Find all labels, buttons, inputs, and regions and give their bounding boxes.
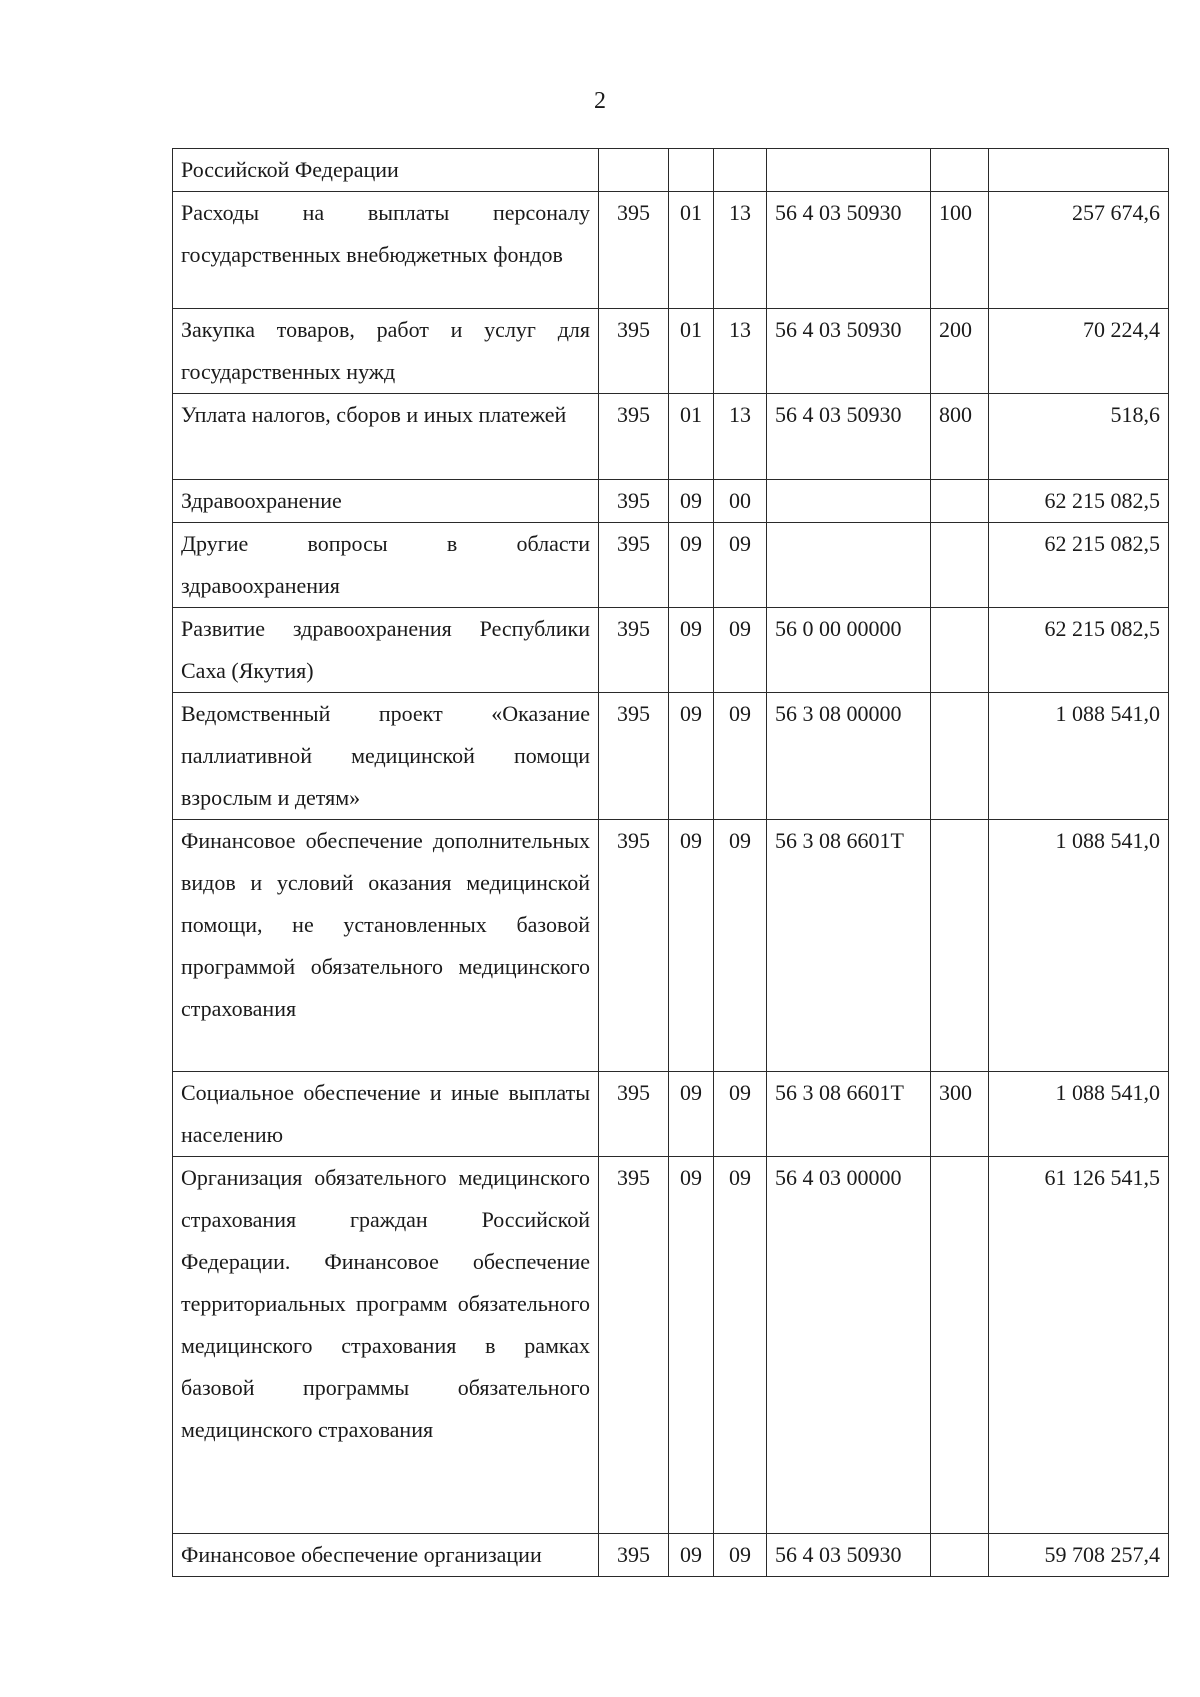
admin-code: 395 bbox=[599, 523, 669, 608]
row-name: Ведомственный проект «Оказание паллиативной медицинской помощи взрослым и детям» bbox=[173, 693, 599, 820]
row-name: Российской Федерации bbox=[173, 149, 599, 192]
admin-code: 395 bbox=[599, 1072, 669, 1157]
target-article-code: 56 4 03 50930 bbox=[767, 192, 931, 309]
subsection-code: 09 bbox=[714, 1072, 767, 1157]
table-row bbox=[173, 1157, 1169, 1534]
amount: 257 674,6 bbox=[989, 192, 1169, 309]
table-row bbox=[173, 608, 1169, 693]
section-code: 01 bbox=[669, 394, 714, 480]
target-article-code bbox=[767, 523, 931, 608]
expense-type-code bbox=[931, 1157, 989, 1534]
target-article-code: 56 4 03 50930 bbox=[767, 1534, 931, 1577]
section-code: 09 bbox=[669, 523, 714, 608]
section-code: 09 bbox=[669, 480, 714, 523]
row-name: Финансовое обеспечение организации bbox=[173, 1534, 599, 1577]
expense-type-code bbox=[931, 1534, 989, 1577]
row-name: Развитие здравоохранения Республики Саха (Якутия) bbox=[173, 608, 599, 693]
target-article-code: 56 0 00 00000 bbox=[767, 608, 931, 693]
admin-code: 395 bbox=[599, 309, 669, 394]
admin-code: 395 bbox=[599, 608, 669, 693]
expense-type-code: 100 bbox=[931, 192, 989, 309]
table-row bbox=[173, 523, 1169, 608]
admin-code bbox=[599, 149, 669, 192]
amount: 62 215 082,5 bbox=[989, 480, 1169, 523]
subsection-code: 00 bbox=[714, 480, 767, 523]
subsection-code: 09 bbox=[714, 608, 767, 693]
table-row bbox=[173, 480, 1169, 523]
table-row bbox=[173, 309, 1169, 394]
section-code: 09 bbox=[669, 820, 714, 1072]
target-article-code bbox=[767, 149, 931, 192]
subsection-code bbox=[714, 149, 767, 192]
target-article-code: 56 3 08 6601T bbox=[767, 820, 931, 1072]
amount: 62 215 082,5 bbox=[989, 523, 1169, 608]
admin-code: 395 bbox=[599, 480, 669, 523]
table-body bbox=[173, 149, 1169, 1577]
row-name: Закупка товаров, работ и услуг для государственных нужд bbox=[173, 309, 599, 394]
section-code: 09 bbox=[669, 693, 714, 820]
expense-type-code: 300 bbox=[931, 1072, 989, 1157]
row-name: Социальное обеспечение и иные выплаты населению bbox=[173, 1072, 599, 1157]
expense-type-code bbox=[931, 480, 989, 523]
section-code: 01 bbox=[669, 309, 714, 394]
amount: 518,6 bbox=[989, 394, 1169, 480]
subsection-code: 09 bbox=[714, 523, 767, 608]
expense-type-code bbox=[931, 820, 989, 1072]
section-code: 09 bbox=[669, 1157, 714, 1534]
target-article-code: 56 4 03 50930 bbox=[767, 309, 931, 394]
amount: 61 126 541,5 bbox=[989, 1157, 1169, 1534]
amount: 1 088 541,0 bbox=[989, 820, 1169, 1072]
table-row bbox=[173, 820, 1169, 1072]
row-name: Финансовое обеспечение дополнительных видов и условий оказания медицинской помощи, не установленных базовой программой обязательного медицинского страхования bbox=[173, 820, 599, 1072]
budget-table bbox=[172, 148, 1169, 1577]
row-name: Другие вопросы в области здравоохранения bbox=[173, 523, 599, 608]
amount: 62 215 082,5 bbox=[989, 608, 1169, 693]
row-name: Уплата налогов, сборов и иных платежей bbox=[173, 394, 599, 480]
expense-type-code bbox=[931, 608, 989, 693]
section-code: 09 bbox=[669, 608, 714, 693]
subsection-code: 13 bbox=[714, 309, 767, 394]
expense-type-code bbox=[931, 149, 989, 192]
row-name: Организация обязательного медицинского страхования граждан Российской Федерации. Финансовое обеспечение территориальных программ обязательного медицинского страхования в рамках базовой программы обязательного медицинского страхования bbox=[173, 1157, 599, 1534]
table-row bbox=[173, 1534, 1169, 1577]
expense-type-code: 800 bbox=[931, 394, 989, 480]
target-article-code: 56 3 08 6601T bbox=[767, 1072, 931, 1157]
section-code: 09 bbox=[669, 1072, 714, 1157]
amount bbox=[989, 149, 1169, 192]
admin-code: 395 bbox=[599, 394, 669, 480]
target-article-code: 56 4 03 00000 bbox=[767, 1157, 931, 1534]
subsection-code: 09 bbox=[714, 693, 767, 820]
section-code: 01 bbox=[669, 192, 714, 309]
subsection-code: 13 bbox=[714, 192, 767, 309]
admin-code: 395 bbox=[599, 1534, 669, 1577]
admin-code: 395 bbox=[599, 1157, 669, 1534]
section-code bbox=[669, 149, 714, 192]
target-article-code: 56 4 03 50930 bbox=[767, 394, 931, 480]
expense-type-code: 200 bbox=[931, 309, 989, 394]
table-row bbox=[173, 1072, 1169, 1157]
row-name: Здравоохранение bbox=[173, 480, 599, 523]
amount: 1 088 541,0 bbox=[989, 1072, 1169, 1157]
subsection-code: 09 bbox=[714, 1157, 767, 1534]
subsection-code: 13 bbox=[714, 394, 767, 480]
target-article-code bbox=[767, 480, 931, 523]
page-number: 2 bbox=[594, 88, 606, 114]
admin-code: 395 bbox=[599, 820, 669, 1072]
subsection-code: 09 bbox=[714, 820, 767, 1072]
section-code: 09 bbox=[669, 1534, 714, 1577]
expense-type-code bbox=[931, 523, 989, 608]
row-name: Расходы на выплаты персоналу государственных внебюджетных фондов bbox=[173, 192, 599, 309]
table-row bbox=[173, 394, 1169, 480]
expense-type-code bbox=[931, 693, 989, 820]
admin-code: 395 bbox=[599, 192, 669, 309]
target-article-code: 56 3 08 00000 bbox=[767, 693, 931, 820]
table-row bbox=[173, 192, 1169, 309]
amount: 59 708 257,4 bbox=[989, 1534, 1169, 1577]
subsection-code: 09 bbox=[714, 1534, 767, 1577]
table-row bbox=[173, 149, 1169, 192]
admin-code: 395 bbox=[599, 693, 669, 820]
amount: 70 224,4 bbox=[989, 309, 1169, 394]
amount: 1 088 541,0 bbox=[989, 693, 1169, 820]
table-row bbox=[173, 693, 1169, 820]
